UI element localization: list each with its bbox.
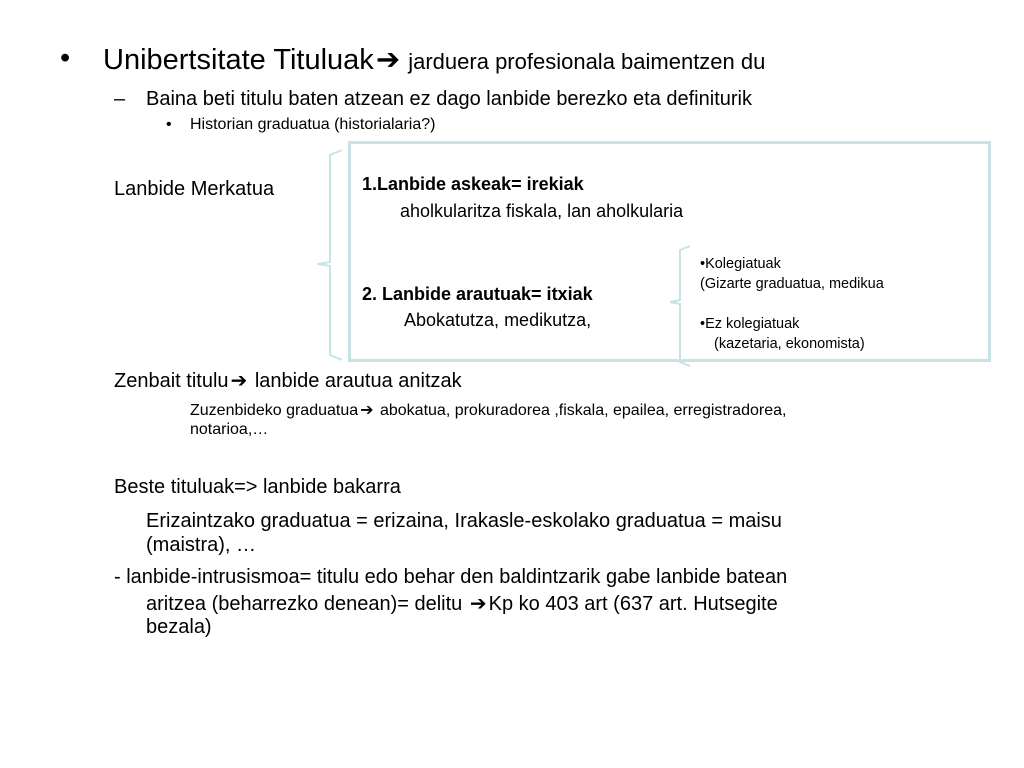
arrow-right-icon: ➔ — [360, 402, 374, 419]
arrow-right-icon: ➔ — [230, 370, 248, 392]
zenbait-rest: lanbide arautua anitzak — [249, 370, 462, 392]
bullet3-marker: • — [166, 116, 172, 133]
intrusismo-line3: bezala) — [146, 616, 212, 638]
beste-line: Beste tituluak=> lanbide bakarra — [114, 476, 401, 498]
beste-detail-line2: (maistra), … — [146, 534, 256, 556]
arrow-right-icon: ➔ — [469, 593, 487, 615]
sub1-detail: (Gizarte graduatua, medikua — [700, 276, 884, 292]
sub2-detail: (kazetaria, ekonomista) — [714, 336, 865, 352]
bullet1-title: Unibertsitate Tituluak — [103, 44, 374, 76]
bullet3-text: Historian graduatua (historialaria?) — [190, 116, 436, 133]
left-brace — [318, 150, 342, 360]
bullet2-text: Baina beti titulu baten atzean ez dago lanbide berezko eta definiturik — [146, 88, 752, 110]
sub1-title: •Kolegiatuak — [700, 256, 781, 272]
zenbait-line — [114, 368, 462, 393]
zuzenbide-line — [190, 400, 786, 420]
zenbait-lead: Zenbait titulu — [114, 370, 229, 392]
arrow-right-icon: ➔ — [375, 44, 401, 76]
sub2-title: •Ez kolegiatuak — [700, 316, 800, 332]
beste-detail-line1: Erizaintzako graduatua = erizaina, Irakasle-eskolako graduatua = maisu — [146, 510, 782, 532]
zuzenbide-rest: abokatua, prokuradorea ,fiskala, epailea, erregistradorea, — [375, 402, 787, 419]
intrusismo-line2 — [146, 591, 778, 616]
zuzenbide-line2: notarioa,… — [190, 421, 269, 438]
lanbide-merkatua-label: Lanbide Merkatua — [114, 178, 275, 200]
box-item2-examples: Abokatutza, medikutza, — [404, 310, 592, 330]
box-item1-examples: aholkularitza fiskala, lan aholkularia — [400, 201, 684, 221]
bullet1-rest: jarduera profesionala baimentzen du — [402, 49, 766, 74]
box-item2-title: 2. Lanbide arautuak= itxiak — [362, 284, 593, 304]
zuzenbide-lead: Zuzenbideko graduatua — [190, 402, 359, 419]
intrusismo-line1: - lanbide-intrusismoa= titulu edo behar den baldintzarik gabe lanbide batean — [114, 566, 788, 588]
intrusismo-rest: Kp ko 403 art (637 art. Hutsegite — [488, 593, 778, 615]
box-item1-title: 1.Lanbide askeak= irekiak — [362, 174, 584, 194]
intrusismo-lead: aritzea (beharrezko denean)= delitu — [146, 593, 468, 615]
bullet-marker: • — [60, 42, 71, 74]
bullet2-marker: – — [114, 88, 126, 110]
